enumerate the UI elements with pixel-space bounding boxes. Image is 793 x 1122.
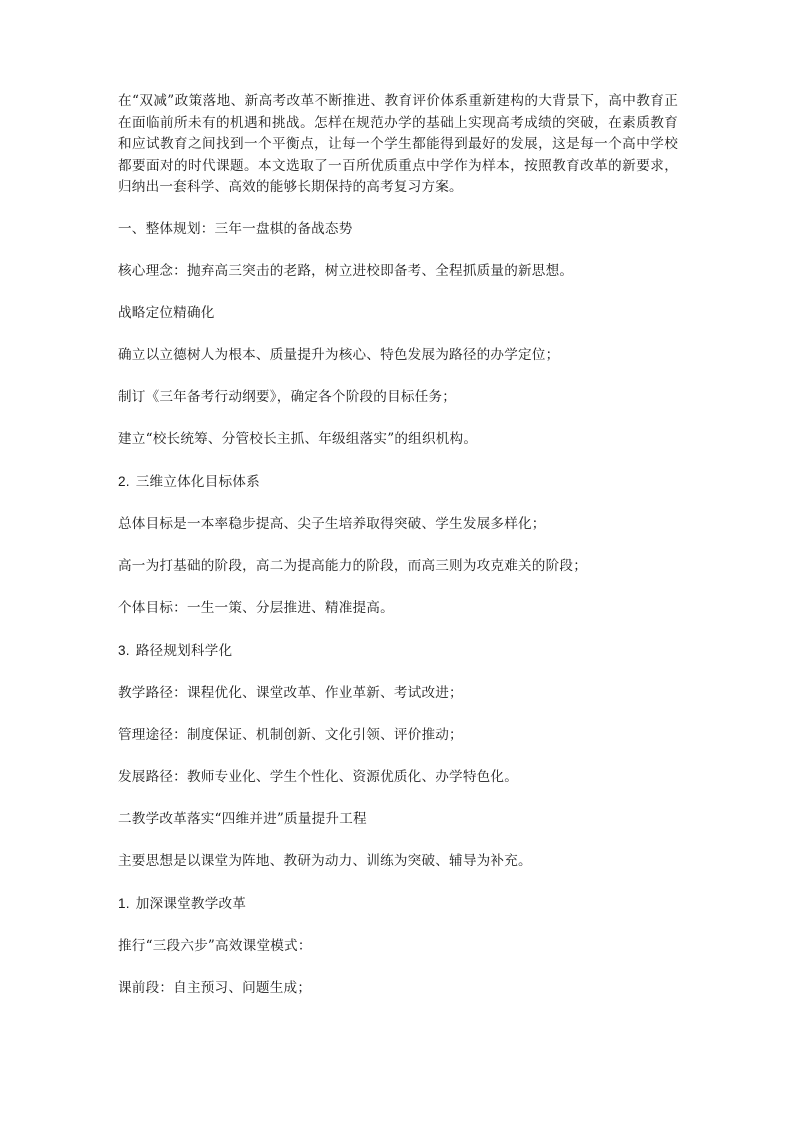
subheading-3: 3. 路径规划科学化 [118,642,233,659]
item-number: 3. [118,642,130,658]
subheading-2: 2. 三维立体化目标体系 [118,473,260,490]
list-item: 确立以立德树人为根本、质量提升为核心、特色发展为路径的办学定位； [118,346,560,363]
section-heading-1: 一、整体规划：三年一盘棋的备战态势 [118,220,353,237]
section-heading-2: 二教学改革落实“四维并进”质量提升工程 [118,810,367,827]
main-idea: 主要思想是以课堂为阵地、教研为动力、训练为突破、辅导为补充。 [118,852,532,869]
list-item: 管理途径：制度保证、机制创新、文化引领、评价推动； [118,726,463,743]
list-item: 建立“校长统筹、分管校长主抓、年级组落实”的组织机构。 [118,430,478,447]
list-item: 个体目标：一生一策、分层推进、精准提高。 [118,599,394,616]
list-item: 高一为打基础的阶段，高二为提高能力的阶段，而高三则为攻克难关的阶段； [118,557,587,574]
list-item: 教学路径：课程优化、课堂改革、作业革新、考试改进； [118,684,463,701]
item-number: 1. [118,895,130,911]
list-item: 推行“三段六步”高效课堂模式： [118,937,312,954]
subheading-1: 1. 加深课堂教学改革 [118,895,247,912]
list-item: 制订《三年备考行动纲要》，确定各个阶段的目标任务； [118,388,457,405]
list-item: 发展路径：教师专业化、学生个性化、资源优质化、办学特色化。 [118,768,519,785]
core-concept: 核心理念：抛弃高三突击的老路，树立进校即备考、全程抓质量的新思想。 [118,262,574,279]
intro-paragraph: 在“双减”政策落地、新高考改革不断推进、教育评价体系重新建构的大背景下，高中教育正在面临前所未有的机遇和挑战。怎样在规范办学的基础上实现高考成绩的突破，在素质教育和应试教育之间找到一个平衡点，让每一个学生都能得到最好的发展，这是每一个高中学校都要面对的时代课题。本文选取了一百所优质重点中学作为样本，按照教育改革的新要求，归纳出一套科学、高效的能够长期保持的高考复习方案。 [118,93,678,195]
subheading-strategy: 战略定位精确化 [118,304,215,321]
list-item: 总体目标是一本率稳步提高、尖子生培养取得突破、学生发展多样化； [118,515,546,532]
document-page [118,91,678,1020]
item-number: 2. [118,473,130,489]
list-item: 课前段：自主预习、问题生成； [118,979,312,996]
